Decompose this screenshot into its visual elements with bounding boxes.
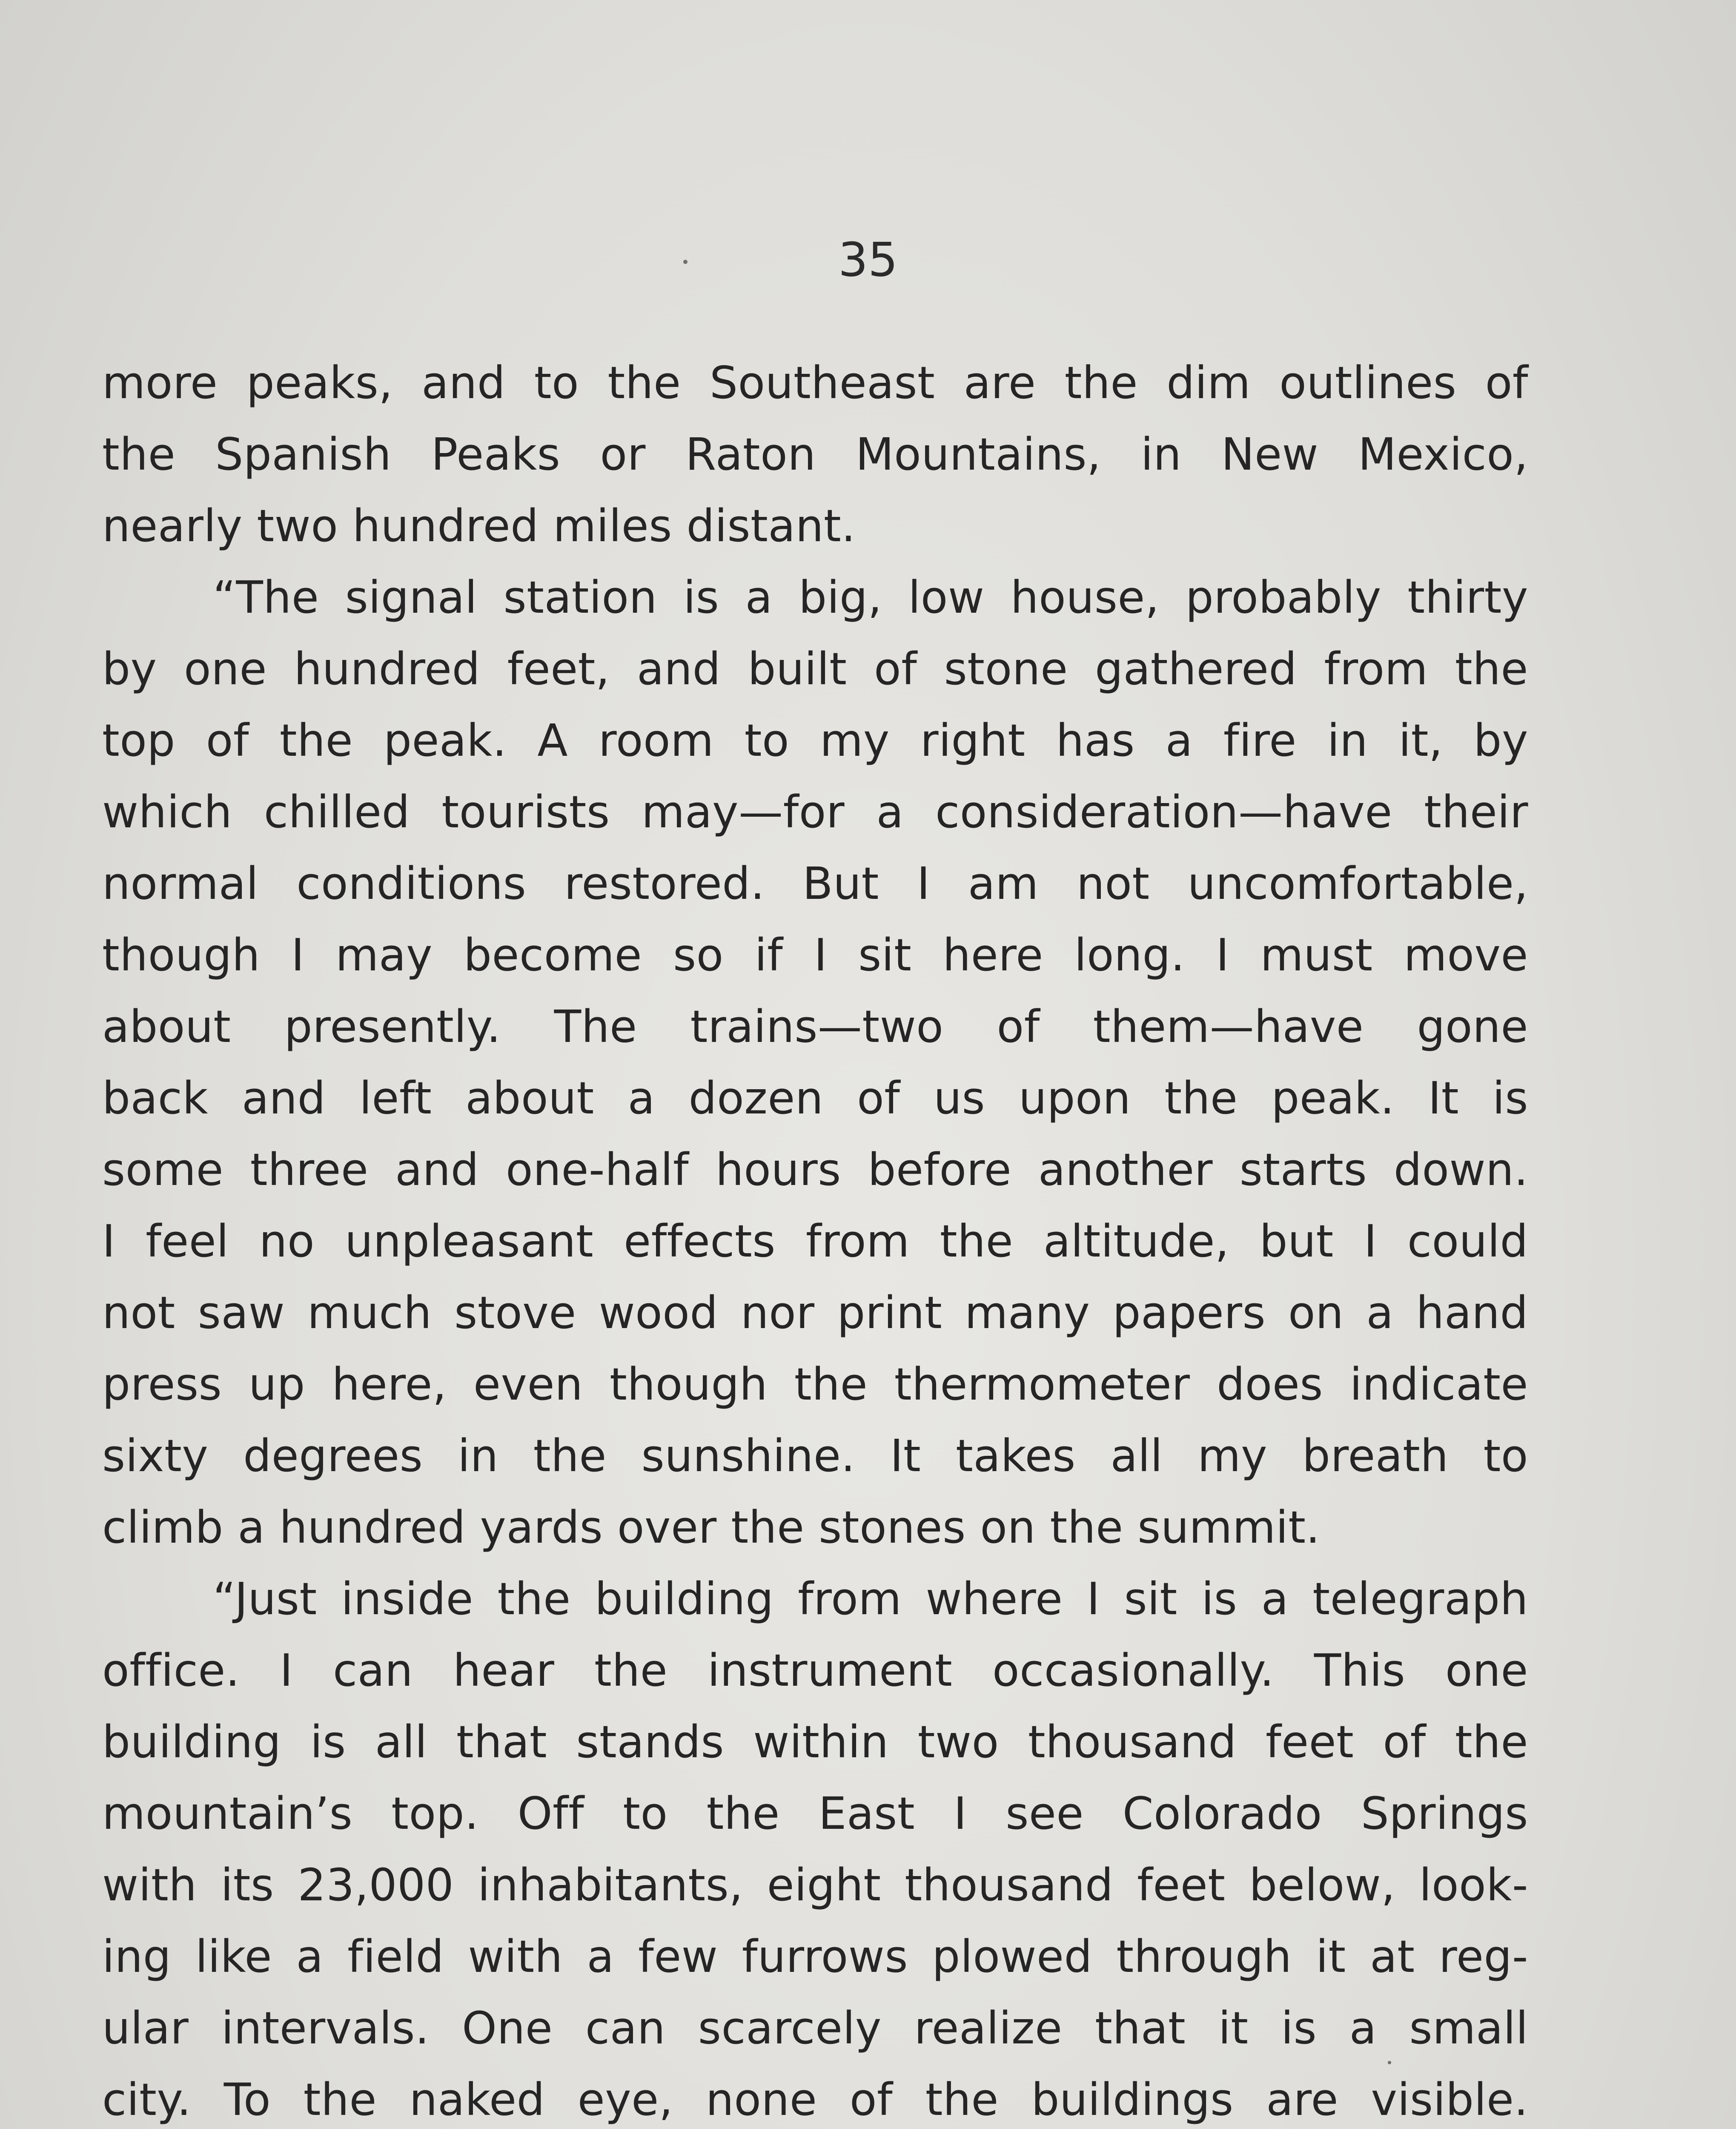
text-line-10: about presently. The trains—two of them—have gone bbox=[102, 1001, 1528, 1053]
ink-speck bbox=[1388, 2061, 1391, 2064]
text-line-14: not saw much stove wood nor print many papers on a hand bbox=[102, 1287, 1528, 1339]
text-line-3: nearly two hundred miles distant. bbox=[102, 500, 856, 552]
text-line-21: mountain’s top. Off to the East I see Colorado Springs bbox=[102, 1788, 1528, 1839]
text-line-11: back and left about a dozen of us upon the peak. It is bbox=[102, 1072, 1528, 1124]
text-line-25: city. To the naked eye, none of the buildings are visible. bbox=[102, 2074, 1528, 2126]
text-line-16: sixty degrees in the sunshine. It takes all my breath to bbox=[102, 1430, 1528, 1482]
text-line-18: “Just inside the building from where I sit is a telegraph bbox=[213, 1573, 1528, 1625]
text-line-24: ular intervals. One can scarcely realize that it is a small bbox=[102, 2002, 1528, 2054]
text-line-1: more peaks, and to the Southeast are the dim outlines of bbox=[102, 357, 1528, 409]
text-line-15: press up here, even though the thermometer does indicate bbox=[102, 1358, 1528, 1410]
text-line-9: though I may become so if I sit here long. I must move bbox=[102, 929, 1528, 981]
page-number: 35 bbox=[838, 232, 898, 287]
text-line-7: which chilled tourists may—for a consideration—have their bbox=[102, 786, 1528, 838]
text-line-8: normal conditions restored. But I am not uncomfortable, bbox=[102, 858, 1528, 910]
body-text bbox=[102, 347, 1528, 2129]
text-line-5: by one hundred feet, and built of stone gathered from the bbox=[102, 643, 1528, 695]
text-line-20: building is all that stands within two thousand feet of the bbox=[102, 1716, 1528, 1768]
text-line-6: top of the peak. A room to my right has a fire in it, by bbox=[102, 714, 1528, 766]
ink-speck bbox=[683, 260, 688, 264]
text-line-4: “The signal station is a big, low house, probably thirty bbox=[213, 571, 1528, 623]
text-line-19: office. I can hear the instrument occasionally. This one bbox=[102, 1644, 1528, 1696]
text-line-22: with its 23,000 inhabitants, eight thousand feet below, look- bbox=[102, 1859, 1528, 1911]
text-line-17: climb a hundred yards over the stones on the summit. bbox=[102, 1501, 1321, 1553]
text-line-12: some three and one-half hours before another starts down. bbox=[102, 1144, 1528, 1196]
text-line-13: I feel no unpleasant effects from the altitude, but I could bbox=[102, 1215, 1528, 1267]
text-line-23: ing like a field with a few furrows plowed through it at reg- bbox=[102, 1931, 1528, 1983]
text-line-2: the Spanish Peaks or Raton Mountains, in New Mexico, bbox=[102, 428, 1528, 480]
